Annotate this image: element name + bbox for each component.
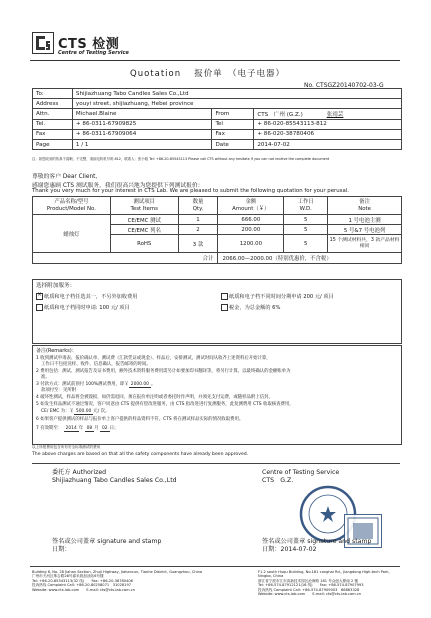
option-tax[interactable] bbox=[221, 304, 280, 311]
test-item: RoHS bbox=[110, 235, 178, 253]
valid-year: 2014 bbox=[65, 426, 77, 431]
remark-5: 5 如发生样品测试不通过情况，客户同意由 CTS 提供有偿改进服务，由 CTS 指改进进行复测服务，此复测费用 CTS 收取核查费用， bbox=[36, 402, 294, 407]
table-total-row bbox=[33, 253, 402, 263]
amount: 1200.00 bbox=[218, 235, 284, 253]
work-days: 5 bbox=[284, 235, 328, 253]
footer-ningbo bbox=[258, 570, 400, 597]
page-label: Page bbox=[33, 139, 73, 149]
note: 1 号电池主测 bbox=[328, 215, 402, 225]
remark-1: 1 收到测试申请表、报价确认单、测试费（汇款凭证或现金）、样品后，安排测试，测试时间从收齐上述资料后开始计算， bbox=[36, 356, 271, 361]
quotation-table bbox=[32, 196, 402, 264]
valid-day: 02 bbox=[101, 426, 108, 431]
date-label: Date bbox=[212, 139, 254, 149]
col-header-note: 备注 Note bbox=[328, 197, 402, 215]
brand-subtitle: Centre of Testing Service bbox=[58, 50, 129, 56]
address-label: Address bbox=[33, 99, 73, 109]
tel2-value: + 86-020-85543113-812 bbox=[254, 119, 402, 129]
greeting-cn: 感谢您惠顾 CTS 测试服务，我们很高兴地为您提供下列测试报价： bbox=[32, 183, 204, 189]
work-days: 5 bbox=[284, 215, 328, 225]
to-label: To: bbox=[33, 89, 73, 99]
charges-note-en: The above charges are based on that all the safety components have already been approved. bbox=[32, 452, 249, 457]
additional-services-box bbox=[32, 279, 402, 344]
total-value: 2066.00—2000.00（特别优惠价，不含税） bbox=[218, 253, 402, 263]
address-value: youyi street, shijiazhuang, Hebei province bbox=[72, 99, 401, 109]
col-header-qty: 数量 Qty. bbox=[178, 197, 218, 215]
date-value: 2014-07-02 bbox=[254, 139, 402, 149]
footer-address-cn: 广州市天河区珠吉路28号嘉禾段加油站6号楼 bbox=[32, 574, 104, 579]
attn-value: Michael.Blaine bbox=[72, 109, 212, 119]
from-person-signature: 张靖芸 bbox=[326, 111, 344, 118]
cts-logo-icon bbox=[32, 32, 54, 54]
remark-1b: 工作日不包括送样、收件、信息确认，报告邮寄的时间。 bbox=[41, 362, 151, 367]
option-label: 纸质和电子档不同时间分期申请 200 元/ 项目 bbox=[229, 294, 334, 300]
attn-label: Attn. bbox=[33, 109, 73, 119]
checkbox-checked-icon[interactable] bbox=[36, 293, 43, 300]
test-item: CE/EMC 测试 bbox=[110, 215, 178, 225]
col-header-wd: 工作日 W.D. bbox=[284, 197, 328, 215]
note: 5 号&7 号电池列 bbox=[328, 225, 402, 235]
checkbox-icon[interactable] bbox=[221, 293, 228, 300]
amount: 666.00 bbox=[218, 215, 284, 225]
table-row bbox=[33, 109, 402, 119]
prepay-amount: 2000.00 bbox=[130, 382, 149, 387]
authorized-label: 委托方 Authorized bbox=[52, 469, 107, 476]
footer-web: Website: www.cts-lab.com E-mail: cts@cts-lab.com.cn bbox=[32, 587, 136, 592]
option-label: 纸质和电子档同时申请: 100 元/ 项目 bbox=[44, 305, 130, 311]
fax2-label: Fax bbox=[212, 129, 254, 139]
cts-label: Centre of Testing Service bbox=[262, 469, 340, 476]
page-value: 1 / 1 bbox=[72, 139, 212, 149]
option-label: 税金，为总金额的 6% bbox=[229, 305, 281, 311]
table-row bbox=[33, 139, 402, 149]
qty: 3 款 bbox=[178, 235, 218, 253]
note: 15 个测试材料共，3 款产品材料相同 bbox=[328, 235, 402, 253]
brand-name: CTS 检测 bbox=[58, 37, 120, 52]
footer-address-en: Building 6, No. 28 Jiahan Section, Zhuji Highway, Jiahancun, Tianhe District, Guangzhou, China bbox=[32, 570, 203, 574]
option-label: 纸质和电子档任选其一，不另外加收费用 bbox=[44, 294, 138, 300]
from-cell bbox=[254, 109, 402, 119]
fax-notice: 注：如您收到的传真不清晰，不完整，请致电转机号码 812，联系人：张小姐 Tel: +86-20-85543113 Please call CTS without any hesitate if you can not receive the complete document bbox=[32, 157, 330, 161]
cts-branch: CTS G.Z. bbox=[262, 477, 294, 484]
retest-fee: 500.00 bbox=[75, 409, 92, 414]
signature-divider bbox=[32, 463, 400, 464]
tel2-label: Tel bbox=[212, 119, 254, 129]
tel-label: Tel. bbox=[33, 119, 73, 129]
option-separate-apply[interactable] bbox=[221, 293, 334, 300]
product-name: 蜡烛灯 bbox=[33, 215, 111, 253]
fax2-value: + 86-020-38780406 bbox=[254, 129, 402, 139]
col-header-test-items: 测试项目 Test Items bbox=[110, 197, 178, 215]
remark-2b: 准。 bbox=[41, 375, 50, 380]
fax-value: + 86-0311-67909064 bbox=[72, 129, 212, 139]
table-header-row bbox=[33, 197, 402, 215]
page-title: Quotation 报价单 （电子电器） bbox=[130, 69, 286, 79]
footer-web: Website: www.cts-lab.com E-mail: cts@cts-lab.com.cn bbox=[258, 592, 362, 597]
footer-divider bbox=[30, 566, 400, 567]
col-header-product: 产品名称/型号 Product/Model No. bbox=[33, 197, 111, 215]
footer-tel-fax: Tel: +86-574-87912121(16 线) Fax: +86-574-87907993 bbox=[258, 583, 364, 588]
table-row bbox=[33, 215, 402, 225]
authorized-company: Shijiazhuang Tabo Candles Sales Co.,Ltd bbox=[52, 477, 177, 484]
cts-signature-label: 签名或公司盖章 signature and stamp bbox=[262, 538, 372, 545]
quote-number: No. CTSGZ20140702-03-G bbox=[304, 82, 384, 89]
footer-address-en: F1.2 south Huqu Building, No.181 canghai Rd., Jiangdong High-tech Park, Ningbo, China bbox=[258, 570, 390, 579]
remark-3: 3 付款方式：测试前预付 100%测试费用，即￥ 2000.00 。 bbox=[36, 382, 156, 387]
footer-tel-fax: Tel: +86-20-85543113(32 线) Fax: +86-20-38780406 bbox=[32, 578, 133, 583]
client-info-table bbox=[32, 88, 402, 150]
from-label: From bbox=[212, 109, 254, 119]
tel-value: + 86-0311-67909825 bbox=[72, 119, 212, 129]
remark-7: 7 有效期至： 2014 年 08 月 02 日； bbox=[36, 426, 119, 431]
from-value: CTS 广州 (G.Z.) bbox=[257, 111, 303, 118]
cts-logo bbox=[32, 32, 54, 54]
option-both-format[interactable] bbox=[36, 304, 130, 311]
table-row bbox=[33, 119, 402, 129]
qty: 1 bbox=[178, 215, 218, 225]
option-either-format[interactable] bbox=[36, 293, 137, 300]
remark-3b: 款项付至：见所附 bbox=[41, 388, 77, 393]
test-item: CE/EMC 列名 bbox=[110, 225, 178, 235]
table-row bbox=[33, 89, 402, 99]
remark-2: 2 费用包括：测试、测试报告及证书费用，额外技术资料服务费用需另计如要加印书翻译等，将另行计算，以最终确认的金额账单为 bbox=[36, 369, 291, 374]
col-header-amount: 金额 Amount（￥） bbox=[218, 197, 284, 215]
total-label: 合计 bbox=[33, 253, 218, 263]
greeting-salutation: 尊敬的客户 Dear Client， bbox=[32, 174, 102, 180]
header-divider bbox=[30, 60, 400, 61]
remarks-box bbox=[32, 345, 402, 445]
remarks-title: 备注(Remarks)： bbox=[36, 348, 77, 354]
table-row bbox=[33, 99, 402, 109]
valid-month: 08 bbox=[86, 426, 93, 431]
cts-date: 日期：2014-07-02 bbox=[262, 546, 317, 553]
amount: 200.00 bbox=[218, 225, 284, 235]
work-days: 5 bbox=[284, 225, 328, 235]
options-title: 选择附加服务： bbox=[36, 283, 76, 289]
remark-5b: CE/ EMC 为：￥ 500.00 元/ 次。 bbox=[41, 409, 110, 414]
footer-address-cn: 浙江省宁波市江东高新技术园区沧海路 181 号众创大厦南 2 楼 bbox=[258, 578, 358, 583]
remark-4: 4 破坏性测试，样品将会被毁损，如仍需退回，须在报价单注明或者委托时作声明，并须先支付运费，或随样品附上信封。 bbox=[36, 395, 273, 400]
checkbox-icon[interactable] bbox=[36, 304, 43, 311]
footer-guangzhou bbox=[32, 570, 212, 592]
table-row bbox=[33, 129, 402, 139]
to-value: Shijiazhuang Tabo Candles Sales Co.,Ltd bbox=[72, 89, 401, 99]
fax-label: Fax bbox=[33, 129, 73, 139]
qty: 2 bbox=[178, 225, 218, 235]
checkbox-icon[interactable] bbox=[221, 304, 228, 311]
greeting-en: Thank you very much for your interest in CTS Lab. We are pleased to submit the following quotation for your perusal. bbox=[32, 188, 349, 194]
remark-6: 6 如果客户提供测试的样品与报价单上客户提供的样品资料不符，CTS 将在测试样品实际的情况收取费用。 bbox=[36, 417, 244, 422]
footer-complaint: 投诉热线 Complaint Call: +86-574-87909003 66863328 bbox=[258, 587, 360, 592]
footer-complaint: 投诉热线 Complaint Call: +86-20-80258071 31028197 bbox=[32, 583, 132, 588]
client-date-label: 日期： bbox=[52, 546, 71, 553]
charges-note-cn: 以上所报费用包含所有安全标准测试的费用 bbox=[32, 445, 101, 449]
client-signature-label: 签名或公司盖章 signature and stamp bbox=[52, 538, 162, 545]
